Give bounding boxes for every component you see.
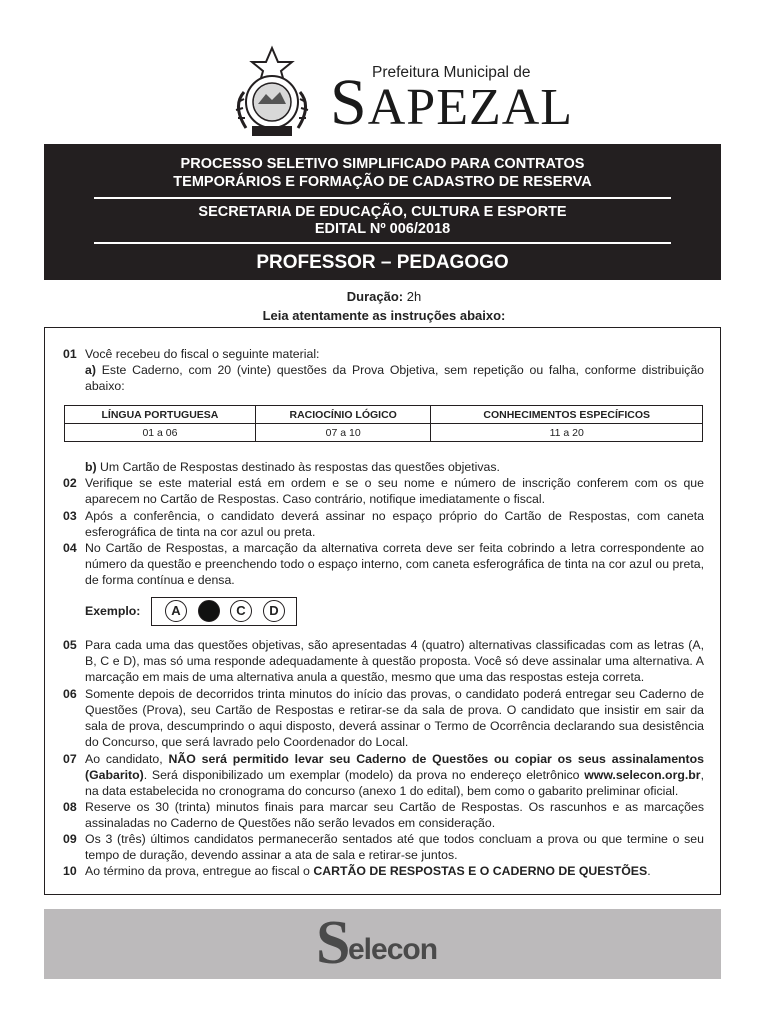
item-number: 02 bbox=[63, 476, 77, 490]
exam-title-banner bbox=[44, 144, 721, 280]
example-bubble-c: C bbox=[230, 600, 252, 622]
banner-divider bbox=[94, 242, 671, 244]
item-07-part-1: Ao candidato, bbox=[85, 752, 169, 766]
item-10-bold: CARTÃO DE RESPOSTAS E O CADERNO DE QUESTÕES bbox=[313, 864, 648, 878]
table-cell: 07 a 10 bbox=[255, 424, 430, 442]
table-header-cell: RACIOCÍNIO LÓGICO bbox=[255, 406, 430, 424]
item-05-text: Para cada uma das questões objetivas, são apresentadas 4 (quatro) alternativas classificadas com as letras (A, B, C e D), mas só uma responde adequadamente à questão proposta. Você só deve assinalar uma alternativa. A marcação em mais de uma alternativa anula a questão, mesmo que uma das respostas esteja correta. bbox=[85, 638, 704, 684]
item-07-part-2: . Será disponibilizado um exemplar (modelo) da prova no endereço eletrônico bbox=[143, 768, 585, 782]
banner-divider bbox=[94, 197, 671, 199]
city-initial: S bbox=[330, 66, 368, 139]
table-row bbox=[65, 424, 703, 442]
item-number: 08 bbox=[63, 800, 77, 814]
banner-line-4: EDITAL Nº 006/2018 bbox=[314, 221, 451, 237]
item-01a-label: a) bbox=[85, 363, 96, 377]
city-name-logo bbox=[330, 66, 574, 139]
item-number: 09 bbox=[63, 832, 77, 846]
table-cell: 01 a 06 bbox=[65, 424, 256, 442]
banner-line-1: PROCESSO SELETIVO SIMPLIFICADO PARA CONTRATOS bbox=[180, 156, 585, 172]
item-number: 07 bbox=[63, 752, 77, 766]
item-09-text: Os 3 (três) últimos candidatos permanecerão sentados até que todos concluam a prova ou que termine o seu tempo de duração, devendo assinar a ata de sala e retirar-se juntos. bbox=[85, 832, 704, 862]
item-07-text bbox=[85, 751, 704, 799]
item-01b-text: Um Cartão de Respostas destinado às respostas das questões objetivas. bbox=[100, 460, 500, 474]
example-bubble-d: D bbox=[263, 600, 285, 622]
item-01a-text: Este Caderno, com 20 (vinte) questões da Prova Objetiva, sem repetição ou falha, conforme distribuição abaixo: bbox=[85, 363, 705, 393]
item-10-part-2: . bbox=[647, 864, 651, 878]
duration-label: Duração: bbox=[346, 289, 404, 304]
item-10-part-1: Ao término da prova, entregue ao fiscal o bbox=[85, 864, 314, 878]
item-03-text: Após a conferência, o candidato deverá assinar no espaço próprio do Cartão de Respostas, com caneta esferográfica de tinta na cor azul ou preta. bbox=[85, 509, 704, 539]
item-10-text bbox=[85, 863, 704, 879]
item-number: 05 bbox=[63, 638, 77, 652]
distribution-table bbox=[64, 405, 703, 442]
instructions-heading: Leia atentamente as instruções abaixo: bbox=[262, 308, 506, 323]
item-04-text: No Cartão de Respostas, a marcação da alternativa correta deve ser feita cobrindo a letra correspondente ao número da questão e preenchendo todo o espaço interno, com caneta esferográfica de tinta na cor azul ou preta, de forma contínua e densa. bbox=[85, 541, 704, 587]
item-number: 01 bbox=[63, 347, 77, 361]
item-01b-label: b) bbox=[85, 460, 97, 474]
item-01-text: Você recebeu do fiscal o seguinte material: bbox=[85, 347, 320, 361]
table-header-cell: CONHECIMENTOS ESPECÍFICOS bbox=[431, 406, 703, 424]
example-bubble-a: A bbox=[165, 600, 187, 622]
item-02-text: Verifique se este material está em ordem e se o seu nome e número de inscrição conferem com os que aparecem no Cartão de Respostas. Caso contrário, notifique imediatamente o fiscal. bbox=[85, 476, 704, 506]
item-number: 03 bbox=[63, 509, 77, 523]
item-08-text: Reserve os 30 (trinta) minutos finais para marcar seu Cartão de Respostas. Os rascunhos e as marcações assinaladas no Caderno de Questões não serão levados em consideração. bbox=[85, 800, 704, 830]
city-rest: APEZAL bbox=[367, 79, 574, 136]
sapezal-crest-logo bbox=[222, 44, 322, 144]
item-07-part-3: , na data estabelecida no cronograma do concurso (anexo 1 do edital), bem como o gabarito preliminar oficial. bbox=[85, 768, 704, 798]
role-title: PROFESSOR – PEDAGOGO bbox=[256, 252, 509, 273]
item-01a bbox=[85, 362, 704, 394]
example-bubble-b-filled bbox=[198, 600, 220, 622]
duration bbox=[0, 289, 768, 304]
item-07-bold-1: NÃO será permitido levar seu Caderno de Questões ou copiar os seus assinalamentos (Gabarito) bbox=[85, 752, 704, 782]
selecon-logo-text: elecon bbox=[348, 933, 438, 966]
table-cell: 11 a 20 bbox=[431, 424, 703, 442]
item-07-url: www.selecon.org.br bbox=[584, 768, 701, 782]
example-label: Exemplo: bbox=[85, 604, 141, 618]
duration-value: 2h bbox=[406, 289, 422, 304]
selecon-logo-initial: S bbox=[316, 909, 351, 977]
item-number: 04 bbox=[63, 541, 77, 555]
item-06-text: Somente depois de decorridos trinta minutos do início das provas, o candidato poderá entregar seu Caderno de Questões (Prova), seu Cartão de Respostas e retirar-se da sala de prova. O candidato que insistir em sair da sala de prova, descumprindo o aqui disposto, deverá assinar o Termo de Ocorrência declarando sua desistência do Concurso, que será lavrado pelo Coordenador do Local. bbox=[85, 687, 704, 749]
table-header-cell: LÍNGUA PORTUGUESA bbox=[65, 406, 256, 424]
item-01b bbox=[85, 459, 704, 475]
banner-line-2: TEMPORÁRIOS E FORMAÇÃO DE CADASTRO DE RESERVA bbox=[173, 174, 592, 190]
item-number: 06 bbox=[63, 687, 77, 701]
prefeitura-label: Prefeitura Municipal de bbox=[372, 64, 531, 81]
banner-line-3: SECRETARIA DE EDUCAÇÃO, CULTURA E ESPORTE bbox=[198, 204, 567, 220]
table-header-row bbox=[65, 406, 703, 424]
item-number: 10 bbox=[63, 864, 77, 878]
